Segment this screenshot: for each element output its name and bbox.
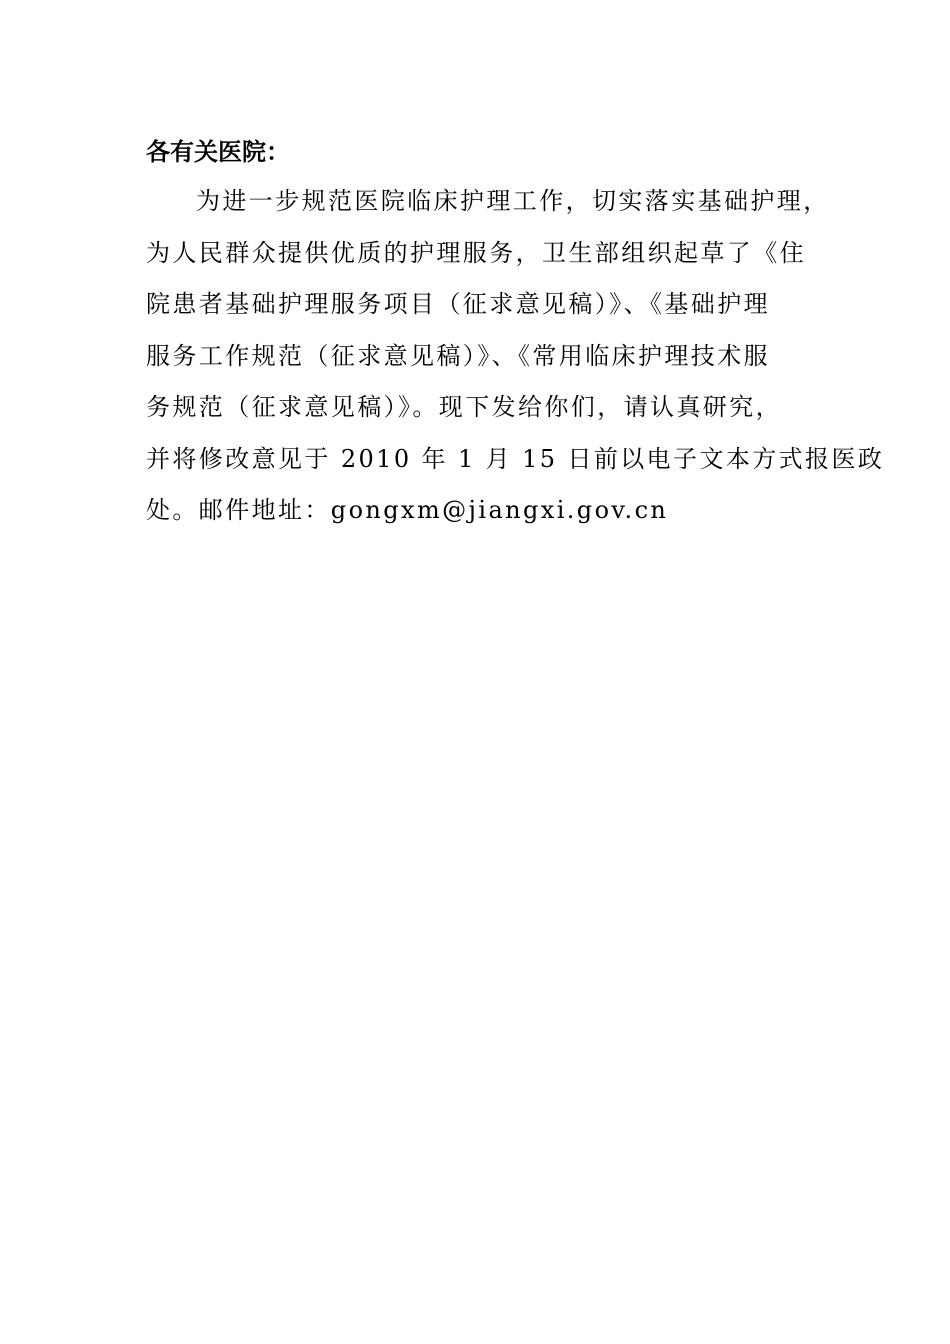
body-line: 并将修改意见于 2010 年 1 月 15 日前以电子文本方式报医政 bbox=[146, 444, 885, 473]
body-line: 务规范（征求意见稿）》。现下发给你们，请认真研究， bbox=[146, 393, 782, 421]
body-line: 为进一步规范医院临床护理工作，切实落实基础护理， bbox=[196, 187, 830, 215]
body-line: 服务工作规范（征求意见稿）》、《常用临床护理技术服 bbox=[146, 341, 770, 370]
salutation: 各有关医院： bbox=[146, 138, 290, 166]
body-line: 院患者基础护理服务项目（征求意见稿）》、《基础护理 bbox=[146, 290, 770, 318]
body-paragraph bbox=[146, 181, 885, 542]
body-line: 为人民群众提供优质的护理服务，卫生部组织起草了《住 bbox=[146, 238, 806, 267]
body-line-email: 处。邮件地址：gongxm@jiangxi.gov.cn bbox=[146, 496, 669, 524]
